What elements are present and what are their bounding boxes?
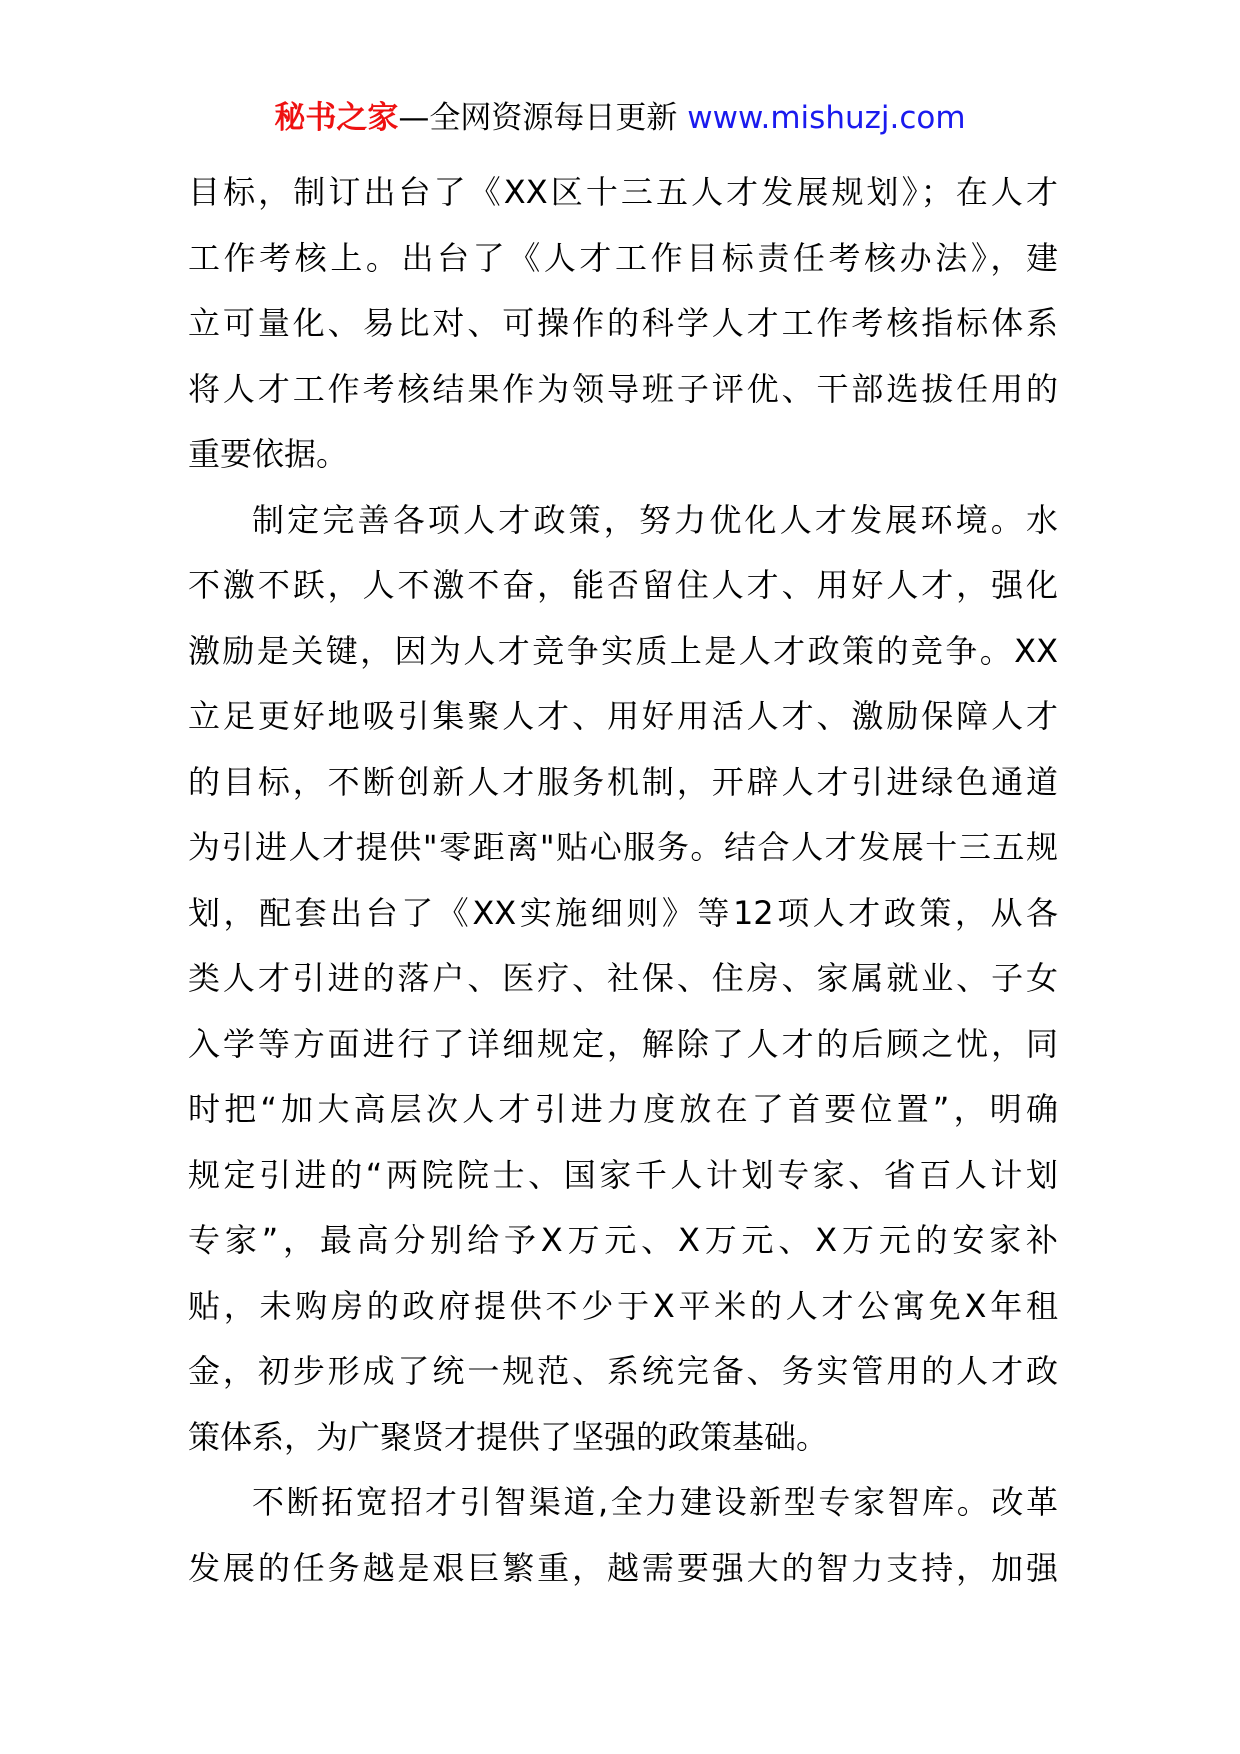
site-url-link[interactable]: www.mishuzj.com — [687, 100, 966, 136]
paragraph-first-line: 制定完善各项人才政策，努力优化人才发展环境。水 — [252, 500, 1058, 539]
text-line: 入学等方面进行了详细规定，解除了人才的后顾之忧，同 — [188, 1024, 1058, 1063]
text-line: 类人才引进的落户、医疗、社保、住房、家属就业、子女 — [188, 959, 1058, 997]
text-line: 金，初步形成了统一规范、系统完备、务实管用的人才政 — [188, 1352, 1058, 1390]
text-line: 规定引进的“两院院士、国家千人计划专家、省百人计划 — [188, 1155, 1058, 1194]
site-header — [0, 98, 1240, 138]
text-line: 专家”，最高分别给予X万元、X万元、X万元的安家补 — [188, 1221, 1058, 1259]
text-line: 划，配套出台了《XX实施细则》等12项人才政策，从各 — [188, 893, 1058, 932]
text-line: 激励是关键，因为人才竞争实质上是人才政策的竞争。XX — [188, 631, 1058, 670]
text-line: 不激不跃，人不激不奋，能否留住人才、用好人才，强化 — [188, 566, 1058, 604]
text-line: 工作考核上。出台了《人才工作目标责任考核办法》，建 — [188, 238, 1058, 277]
text-line: 发展的任务越是艰巨繁重，越需要强大的智力支持，加强 — [188, 1548, 1058, 1587]
text-line: 为引进人才提供"零距离"贴心服务。结合人才发展十三五规 — [188, 828, 1058, 866]
text-line: 立可量化、易比对、可操作的科学人才工作考核指标体系 — [188, 304, 1058, 342]
text-line: 贴，未购房的政府提供不少于X平米的人才公寓免X年租 — [188, 1286, 1058, 1325]
text-line: 时把“加大高层次人才引进力度放在了首要位置”，明确 — [188, 1090, 1058, 1128]
text-line: 策体系，为广聚贤才提供了坚强的政策基础。 — [188, 1417, 829, 1456]
text-line: 将人才工作考核结果作为领导班子评优、干部选拔任用的 — [188, 369, 1058, 408]
text-line: 的目标，不断创新人才服务机制，开辟人才引进绿色通道 — [188, 762, 1058, 801]
text-line: 目标，制订出台了《XX区十三五人才发展规划》；在人才 — [188, 173, 1058, 211]
brand-name: 秘书之家 — [274, 100, 399, 136]
text-line: 重要依据。 — [188, 435, 349, 473]
text-line: 立足更好地吸引集聚人才、用好用活人才、激励保障人才 — [188, 697, 1058, 735]
header-tagline: —全网资源每日更新 — [398, 100, 678, 136]
paragraph-first-line: 不断拓宽招才引智渠道,全力建设新型专家智库。改革 — [252, 1483, 1058, 1521]
document-body — [188, 160, 1058, 1601]
